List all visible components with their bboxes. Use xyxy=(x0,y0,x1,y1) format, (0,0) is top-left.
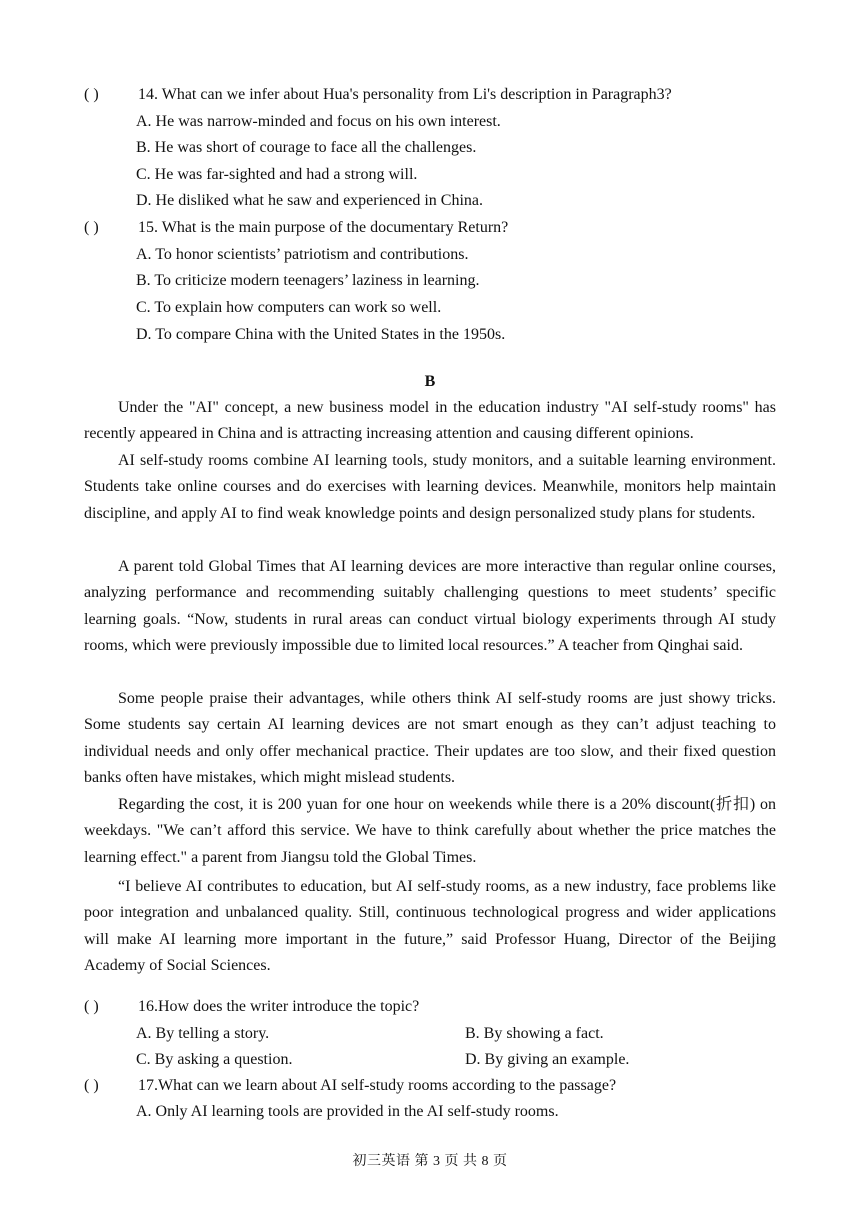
option-a: A. To honor scientists’ patriotism and contributions. xyxy=(136,246,469,263)
passage-paragraph: AI self-study rooms combine AI learning tools, study monitors, and a suitable learning environment. Students take online courses and do exercises with learning devices. Meanwhile, monitors help maintain discipline, and apply AI to find weak knowledge points and design personalized study plans for students. xyxy=(84,452,776,522)
option-a: A. Only AI learning tools are provided in the AI self-study rooms. xyxy=(136,1103,559,1120)
option-d: D. He disliked what he saw and experienced in China. xyxy=(136,192,484,209)
option-b: B. By showing a fact. xyxy=(465,1025,604,1042)
option-c: C. He was far-sighted and had a strong will. xyxy=(136,166,418,183)
answer-blank: ( ) xyxy=(84,998,99,1015)
passage-paragraph: Some people praise their advantages, while others think AI self-study rooms are just showy tricks. Some students say certain AI learning devices are not smart enough as they can’t adjust teaching to individual needs and only offer mechanical practice. Their updates are too slow, and their fixed question banks often have mistakes, which might mislead students. xyxy=(84,690,776,787)
answer-blank: ( ) xyxy=(84,1077,99,1094)
option-b: B. He was short of courage to face all the challenges. xyxy=(136,139,477,156)
passage-paragraph: A parent told Global Times that AI learning devices are more interactive than regular online courses, analyzing performance and recommending suitably challenging questions to meet students’ specific learning goals. “Now, students in rural areas can conduct virtual biology experiments through AI study rooms, which were previously impossible due to limited local resources.” A teacher from Qinghai said. xyxy=(84,558,776,655)
section-title: B xyxy=(424,373,436,390)
question-16 xyxy=(84,998,419,1016)
question-14 xyxy=(84,86,672,104)
option-c: C. To explain how computers can work so well. xyxy=(136,299,442,316)
option-a: A. He was narrow-minded and focus on his own interest. xyxy=(136,113,501,130)
question-text: 17.What can we learn about AI self-study rooms according to the passage? xyxy=(138,1077,617,1094)
passage-paragraph: Regarding the cost, it is 200 yuan for one hour on weekends while there is a 20% discount(折扣) on weekdays. "We can’t afford this service. We have to think carefully about whether the price matches the learning effect." a parent from Jiangsu told the Global Times. xyxy=(84,796,776,866)
option-d: D. To compare China with the United States in the 1950s. xyxy=(136,326,506,343)
passage-paragraph: Under the "AI" concept, a new business model in the education industry "AI self-study rooms" has recently appeared in China and is attracting increasing attention and causing different opinions. xyxy=(84,399,776,443)
answer-blank: ( ) xyxy=(84,219,99,236)
option-d: D. By giving an example. xyxy=(465,1051,630,1068)
passage-paragraph: “I believe AI contributes to education, but AI self-study rooms, as a new industry, face problems like poor integration and unbalanced quality. Still, continuous technological progress and wider applications will make AI learning more important in the future,” said Professor Huang, Director of the Beijing Academy of Social Sciences. xyxy=(84,878,776,975)
page-footer: 初三英语 第 3 页 共 8 页 xyxy=(352,1154,508,1169)
question-15 xyxy=(84,219,508,237)
option-b: B. To criticize modern teenagers’ laziness in learning. xyxy=(136,272,480,289)
question-text: 15. What is the main purpose of the documentary Return? xyxy=(138,219,509,236)
question-text: 16.How does the writer introduce the topic? xyxy=(138,998,420,1015)
question-text: 14. What can we infer about Hua's personality from Li's description in Paragraph3? xyxy=(138,86,672,103)
option-a: A. By telling a story. xyxy=(136,1025,270,1042)
answer-blank: ( ) xyxy=(84,86,99,103)
option-c: C. By asking a question. xyxy=(136,1051,293,1068)
question-17 xyxy=(84,1077,616,1095)
